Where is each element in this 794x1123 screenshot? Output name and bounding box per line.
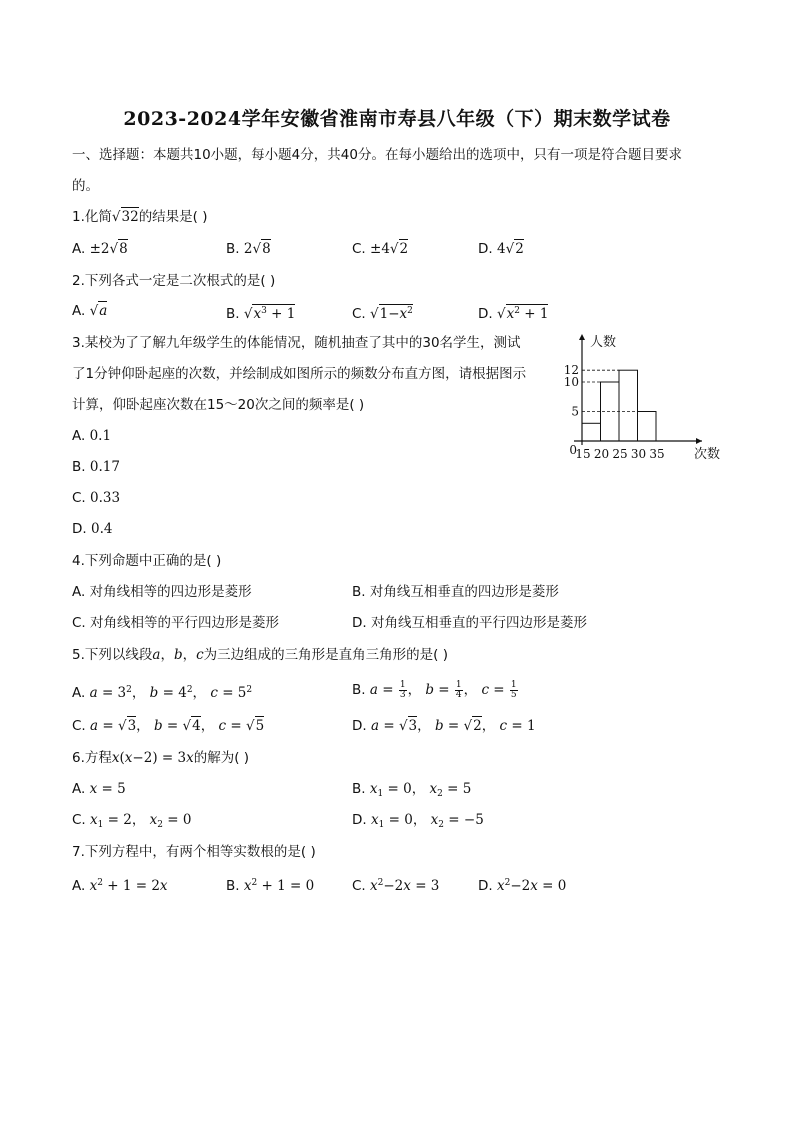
q6-stem bbox=[72, 749, 249, 767]
q6-option-b-label: B. bbox=[352, 781, 366, 797]
q7-option-d[interactable] bbox=[478, 874, 566, 895]
section-heading-line1: 一、选择题：本题共10小题，每小题4分，共40分。在每小题给出的选项中，只有一项是符合题目要求 bbox=[72, 147, 682, 163]
x-tick-label: 15 bbox=[575, 447, 591, 461]
q3-option-d[interactable] bbox=[72, 520, 112, 538]
q6-stem-prefix: 6.方程 bbox=[72, 750, 112, 766]
q4-option-d-label: D. bbox=[352, 615, 367, 631]
q1-option-a-coef: ±2 bbox=[89, 241, 110, 257]
q4-option-a-text: 对角线相等的四边形是菱形 bbox=[89, 584, 252, 600]
q6-option-d[interactable] bbox=[352, 811, 484, 834]
q6-option-a-expr: x = 5 bbox=[89, 781, 126, 797]
page-title: 2023-2024学年安徽省淮南市寿县八年级（下）期末数学试卷 bbox=[123, 108, 671, 130]
q6-option-a[interactable] bbox=[72, 780, 126, 798]
q6-option-d-expr: $x_1 = 0$， $x_2 = -5$ bbox=[370, 812, 484, 830]
origin-label: 0 bbox=[569, 443, 577, 457]
x-tick-label: 25 bbox=[612, 447, 628, 461]
y-axis-arrow bbox=[579, 334, 585, 340]
q4-option-b-label: B. bbox=[352, 584, 366, 600]
q5-stem-suffix: 为三边组成的三角形是直角三角形的是( ) bbox=[203, 647, 448, 663]
q1-sqrt: √32 bbox=[111, 209, 139, 225]
q5-option-c-expr: a = √3， b = √4， c = √5 bbox=[90, 718, 265, 734]
q4-option-c-label: C. bbox=[72, 615, 86, 631]
q1-option-b-coef: 2 bbox=[243, 241, 253, 257]
q1-stem-prefix: 1.化简 bbox=[72, 209, 112, 225]
q6-stem-suffix: 的解为( ) bbox=[193, 750, 250, 766]
q2-option-b-label: B. bbox=[226, 306, 240, 322]
q5-option-a-expr: $a = 3^2$， $b = 4^2$， $c = 5^2$ bbox=[89, 685, 253, 701]
q2-option-c-expr: $√1-x^2$ bbox=[370, 306, 413, 322]
q7-option-c[interactable] bbox=[352, 874, 439, 895]
q5-stem: 5.下列以线段a，b，c为三边组成的三角形是直角三角形的是( ) bbox=[72, 647, 448, 663]
q3-option-d-text: 0.4 bbox=[90, 521, 113, 537]
q7-option-d-expr: $x^2-2x = 0$ bbox=[496, 878, 567, 894]
q7-option-a-label: A. bbox=[72, 878, 86, 894]
q5-option-d-label: D. bbox=[352, 718, 367, 734]
q7-option-d-label: D. bbox=[478, 878, 493, 894]
q1-option-d-sqrt: √2 bbox=[505, 241, 524, 257]
q6-option-d-label: D. bbox=[352, 812, 367, 828]
q1-stem bbox=[72, 208, 208, 226]
q3-option-b-text: 0.17 bbox=[89, 459, 120, 475]
q3-option-d-label: D. bbox=[72, 521, 87, 537]
q6-option-c[interactable] bbox=[72, 811, 192, 834]
q2-option-a-expr: √a bbox=[89, 303, 108, 319]
q2-option-c-label: C. bbox=[352, 306, 366, 322]
q1-option-a-sqrt: √8 bbox=[109, 241, 128, 257]
x-tick-label: 35 bbox=[649, 447, 665, 461]
y-tick-label: 12 bbox=[563, 363, 579, 378]
q2-option-a-label: A. bbox=[72, 303, 86, 319]
q1-option-d[interactable] bbox=[478, 240, 524, 258]
q5-option-b[interactable] bbox=[352, 681, 519, 700]
q3-option-a-label: A. bbox=[72, 428, 86, 444]
q6-option-b-expr: $x_1 = 0$， $x_2 = 5$ bbox=[369, 781, 472, 799]
q1-stem-suffix: 的结果是( ) bbox=[138, 209, 208, 225]
q7-option-c-label: C. bbox=[352, 878, 366, 894]
q2-option-b[interactable] bbox=[226, 302, 295, 323]
q6-option-c-expr: $x_1 = 2$， $x_2 = 0$ bbox=[90, 812, 192, 830]
q4-option-a-label: A. bbox=[72, 584, 86, 600]
q1-option-c-sqrt: √2 bbox=[389, 241, 409, 257]
x-tick-label: 30 bbox=[630, 447, 647, 461]
q2-stem: 2.下列各式一定是二次根式的是( ) bbox=[72, 273, 276, 289]
q1-option-a-radicand: 8 bbox=[119, 241, 128, 257]
q1-option-c-label: C. bbox=[352, 241, 366, 257]
q4-option-d[interactable] bbox=[352, 614, 587, 632]
q3-option-c-label: C. bbox=[72, 490, 86, 506]
q5-option-b-label: B. bbox=[352, 682, 366, 698]
q3-option-a[interactable] bbox=[72, 427, 111, 445]
q2-option-b-expr: $√x^3 + 1$ bbox=[243, 306, 296, 322]
q7-option-c-expr: $x^2-2x = 3$ bbox=[370, 878, 440, 894]
q3-option-c-text: 0.33 bbox=[90, 490, 121, 506]
q2-option-d-expr: $√x^2 + 1$ bbox=[496, 306, 549, 322]
q3-stem-line1: 3.某校为了了解九年级学生的体能情况，随机抽查了其中的30名学生，测试 bbox=[72, 335, 521, 351]
q4-option-b[interactable] bbox=[352, 583, 559, 601]
q5-option-d[interactable] bbox=[352, 717, 536, 735]
q2-option-a[interactable] bbox=[72, 302, 107, 320]
q4-option-b-text: 对角线互相垂直的四边形是菱形 bbox=[369, 584, 559, 600]
q1-option-b-sqrt: √8 bbox=[252, 241, 271, 257]
q3-option-c[interactable] bbox=[72, 489, 120, 507]
q3-option-a-text: 0.1 bbox=[89, 428, 112, 444]
q7-option-b-label: B. bbox=[226, 878, 240, 894]
q5-stem-vars: a bbox=[152, 647, 161, 663]
y-tick-label: 10 bbox=[563, 375, 579, 389]
q4-stem: 4.下列命题中正确的是( ) bbox=[72, 553, 222, 569]
histogram-bar bbox=[619, 370, 638, 441]
q7-stem: 7.下列方程中，有两个相等实数根的是( ) bbox=[72, 844, 316, 860]
q1-radicand: 32 bbox=[121, 209, 139, 225]
q1-option-d-label: D. bbox=[478, 241, 493, 257]
q4-option-a[interactable] bbox=[72, 583, 252, 601]
q1-option-b-radicand: 8 bbox=[262, 241, 271, 257]
q5-stem-prefix: 5.下列以线段 bbox=[72, 647, 153, 663]
q4-option-d-text: 对角线互相垂直的平行四边形是菱形 bbox=[370, 615, 587, 631]
q2-option-c[interactable] bbox=[352, 302, 413, 323]
q1-option-c[interactable] bbox=[352, 240, 408, 258]
section-heading-line2: 的。 bbox=[72, 178, 99, 194]
q5-option-c-label: C. bbox=[72, 718, 86, 734]
x-axis-arrow bbox=[696, 438, 702, 444]
q1-option-c-coef: ±4 bbox=[370, 241, 390, 257]
q5-option-a-label: A. bbox=[72, 685, 86, 701]
x-axis-title: 次数 bbox=[694, 447, 721, 462]
q1-option-c-radicand: 2 bbox=[399, 241, 409, 257]
q7-option-a[interactable] bbox=[72, 874, 168, 895]
q7-option-b-expr: $x^2 + 1 = 0$ bbox=[243, 878, 315, 894]
histogram-bar bbox=[582, 423, 601, 441]
q1-option-b-label: B. bbox=[226, 241, 240, 257]
q5-option-b-expr: a = $\frac{1}{3}$ ， b = $\frac{1}{4}$ ， c = $\frac{1}{5}$ bbox=[369, 680, 517, 700]
q1-option-d-coef: 4 bbox=[496, 241, 506, 257]
q1-option-b[interactable] bbox=[226, 240, 271, 258]
q2-option-d[interactable] bbox=[478, 302, 548, 323]
q3-stem-line2: 了1分钟仰卧起座的次数，并绘制成如图所示的频数分布直方图，请根据图示 bbox=[72, 366, 527, 382]
y-tick-label: 5 bbox=[571, 404, 579, 419]
q4-option-c[interactable] bbox=[72, 614, 279, 632]
frequency-histogram bbox=[560, 330, 730, 465]
q6-option-b[interactable] bbox=[352, 780, 471, 803]
q7-option-a-expr: $x^2 + 1 = 2x$ bbox=[89, 878, 168, 894]
q2-option-d-label: D. bbox=[478, 306, 493, 322]
q6-equation: x(x−2) = 3x bbox=[111, 750, 194, 766]
q5-option-c[interactable] bbox=[72, 717, 264, 735]
q7-option-b[interactable] bbox=[226, 874, 314, 895]
histogram-bar bbox=[638, 412, 657, 442]
q1-option-a[interactable] bbox=[72, 240, 128, 258]
q3-option-b-label: B. bbox=[72, 459, 86, 475]
q6-option-a-label: A. bbox=[72, 781, 86, 797]
y-axis-title: 人数 bbox=[590, 335, 617, 350]
q6-option-c-label: C. bbox=[72, 812, 86, 828]
q5-option-a[interactable] bbox=[72, 681, 252, 702]
x-tick-label: 20 bbox=[593, 447, 610, 461]
q1-option-d-radicand: 2 bbox=[515, 241, 524, 257]
q4-option-c-text: 对角线相等的平行四边形是菱形 bbox=[90, 615, 280, 631]
q5-option-d-expr: a = √3， b = √2， c = 1 bbox=[370, 718, 536, 734]
q1-option-a-label: A. bbox=[72, 241, 86, 257]
q3-stem-line3: 计算，仰卧起座次数在15～20次之间的频率是( ) bbox=[72, 397, 365, 413]
q3-option-b[interactable] bbox=[72, 458, 120, 476]
